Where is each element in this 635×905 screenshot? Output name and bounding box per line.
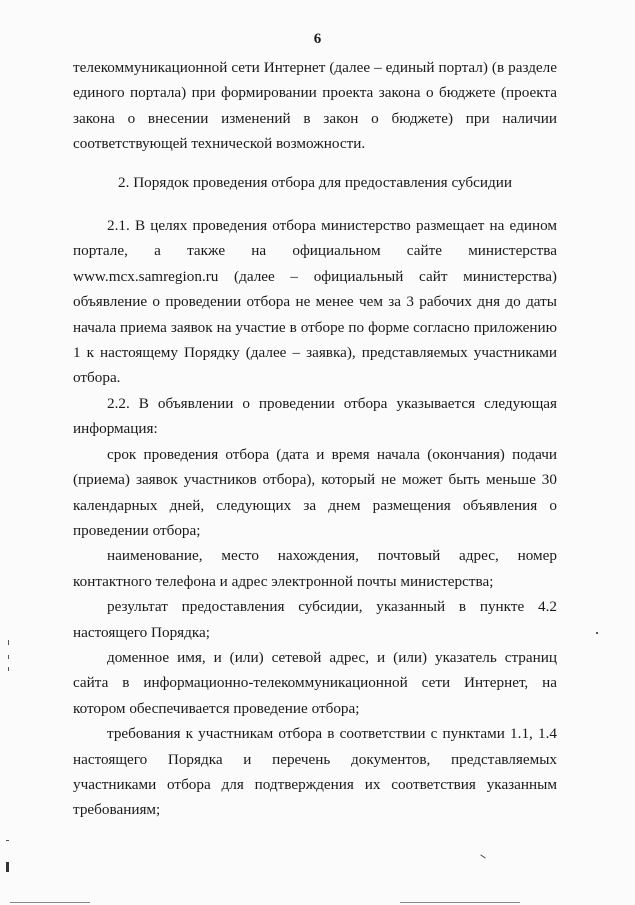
paragraph-continuation: телекоммуникационной сети Интернет (далее – единый портал) (в разделе единого портала) при формировании проекта закона о бюджете (проекта закона о внесении изменений в закон о бюджете) при наличии соответствующей технической возможности. <box>73 59 557 153</box>
list-item-contacts: наименование, место нахождения, почтовый адрес, номер контактного телефона и адрес электронной почты министерства; <box>73 547 557 590</box>
scan-edge-bottom-right <box>400 902 520 903</box>
scan-edge-bottom-left <box>10 902 90 903</box>
paragraph-2-1: 2.1. В целях проведения отбора министерство размещает на едином портале, а также на официальном сайте министерства www.mcx.samregion.ru (далее – официальный сайт министерства) объявление о проведении отбора не менее чем за 3 рабочих дня до даты начала приема заявок на участие в отборе по форме согласно приложению 1 к настоящему Порядку (далее – заявка), представляемых участниками отбора. <box>73 217 557 387</box>
page-number: 6 <box>313 31 322 47</box>
scan-mark-right <box>596 632 598 634</box>
paragraph-2-2: 2.2. В объявлении о проведении отбора указывается следующая информация: <box>73 394 557 438</box>
list-item-result: результат предоставления субсидии, указанный в пункте 4.2 настоящего Порядка; <box>73 598 557 641</box>
section-heading: 2. Порядок проведения отбора для предоставления субсидии <box>118 173 512 191</box>
scan-mark-left-2 <box>8 655 9 659</box>
document-body <box>73 55 557 823</box>
list-item-domain: доменное имя, и (или) сетевой адрес, и (или) указатель страниц сайта в информационно-телекоммуникационной сети Интернет, на котором обеспечивается проведение отбора; <box>73 648 557 717</box>
scan-mark-left-1 <box>8 640 9 645</box>
scan-mark-left-3 <box>8 667 9 671</box>
list-item-requirements: требования к участникам отбора в соответствии с пунктами 1.1, 1.4 настоящего Порядка и перечень документов, представляемых участниками отбора для подтверждения их соответствия указанным требованиям; <box>73 725 557 819</box>
scan-mark-left-4 <box>6 840 9 841</box>
list-item-deadline: срок проведения отбора (дата и время начала (окончания) подачи (приема) заявок участников отбора), который не может быть меньше 30 календарных дней, следующих за днем размещения объявления о проведении отбора; <box>73 445 557 539</box>
scan-mark-bottom <box>480 854 485 858</box>
scan-mark-left-5 <box>6 862 9 872</box>
